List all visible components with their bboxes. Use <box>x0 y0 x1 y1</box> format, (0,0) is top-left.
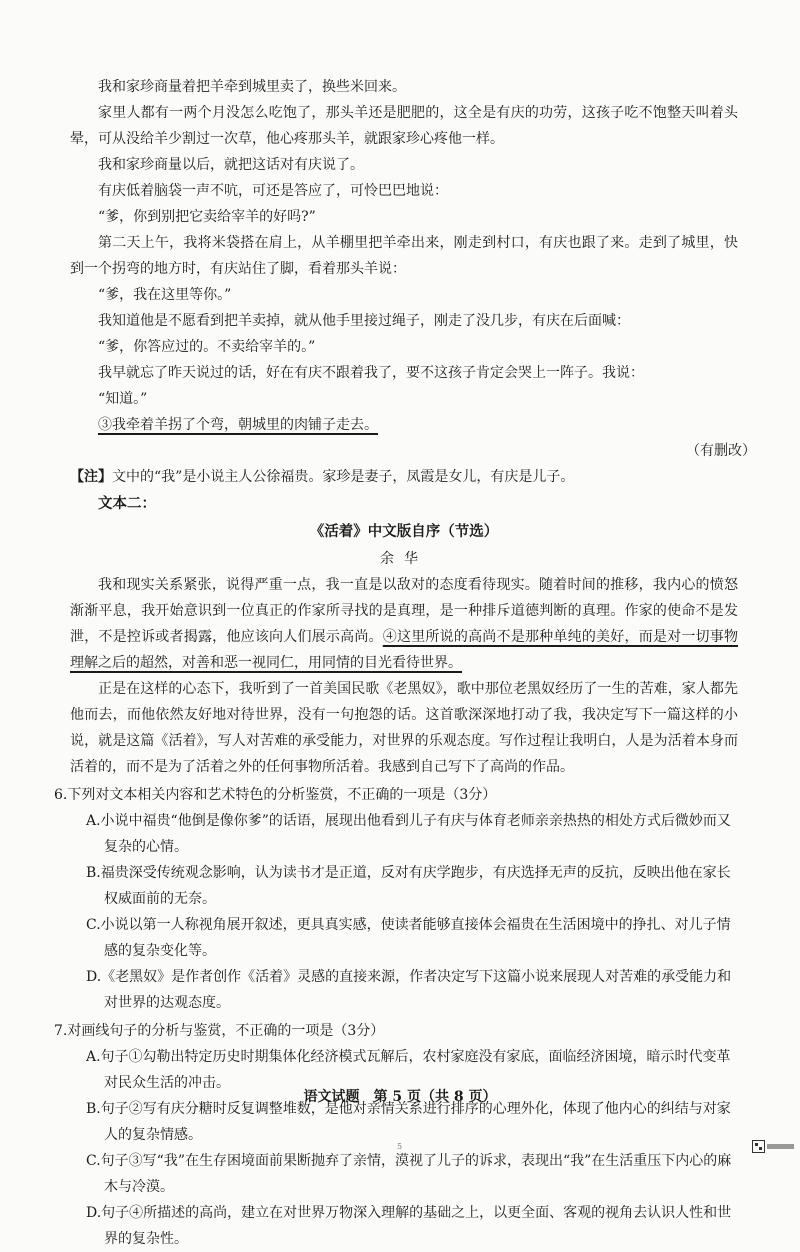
note-label: 【注】 <box>70 469 112 485</box>
dialogue-line: “爹，我在这里等你。” <box>98 287 232 303</box>
page-content <box>54 74 756 1252</box>
question-6-option-c: C.小说以第一人称视角展开叙述，更具真实感，使读者能够直接体会福贵在生活困境中的挣扎、对儿子情感的复杂变化等。 <box>86 917 731 959</box>
question-7-option-d: D.句子④所描述的高尚，建立在对世界万物深入理解的基础之上，以更全面、客观的视角去认识人性和世界的复杂性。 <box>86 1205 732 1247</box>
source-note: （有删改） <box>686 443 756 459</box>
question-7-option-b: B.句子②写有庆分糖时反复调整堆数，是他对亲情关系进行排序的心理外化，体现了他内心的纠结与对家人的复杂情感。 <box>86 1101 731 1143</box>
underlined-sentence-3 <box>70 412 738 438</box>
underlined-text: ③我牵着羊拐了个弯，朝城里的肉铺子走去。 <box>98 417 378 433</box>
watermark-logo-icon <box>752 1140 796 1153</box>
paragraph: 家里人都有一两个月没怎么吃饱了，那头羊还是肥肥的，这全是有庆的功劳，这孩子吃不饱整天叫着头晕，可从没给羊少割过一次草，他心疼那头羊，就跟家珍心疼他一样。 <box>70 105 738 147</box>
paragraph: 第二天上午，我将米袋搭在肩上，从羊棚里把羊牵出来，刚走到村口，有庆也跟了来。走到了城里，快到一个拐弯的地方时，有庆站住了脚，看着那头羊说： <box>70 235 738 277</box>
question-7-option-a: A.句子①勾勒出特定历史时期集体化经济模式瓦解后，农村家庭没有家底，面临经济困境，暗示时代变革对民众生活的冲击。 <box>86 1049 731 1091</box>
question-7-option-c: C.句子③写“我”在生存困境面前果断抛弃了亲情，漠视了儿子的诉求，表现出“我”在生活重压下内心的麻木与冷漠。 <box>86 1153 732 1195</box>
essay-title: 《活着》中文版自序（节选） <box>309 523 499 540</box>
note-text: 文中的“我”是小说主人公徐福贵。家珍是妻子，凤霞是女儿，有庆是儿子。 <box>112 469 575 485</box>
question-7-stem: 7.对画线句子的分析与鉴赏，不正确的一项是（3分） <box>54 1023 385 1039</box>
text2-label: 文本二： <box>98 495 156 512</box>
paragraph: 我和家珍商量着把羊牵到城里卖了，换些米回来。 <box>98 79 406 95</box>
paragraph: 我知道他是不愿看到把羊卖掉，就从他手里接过绳子，刚走了没几步，有庆在后面喊： <box>98 313 630 329</box>
paragraph: 有庆低着脑袋一声不吭，可还是答应了，可怜巴巴地说： <box>98 183 448 199</box>
question-6-option-a: A.小说中福贵“他倒是像你爹”的话语，展现出他看到儿子有庆与体育老师亲亲热热的相处方式后微妙而又复杂的心情。 <box>86 813 731 855</box>
underlined-sentence-4: ④这里所说的高尚不是那种单纯的美好，而是对一切事物理解之后的超然，对善和恶一视同仁，用同情的目光看待世界。 <box>70 629 738 671</box>
dialogue-line: “爹，你到别把它卖给宰羊的好吗?” <box>98 209 316 225</box>
paragraph: 我早就忘了昨天说过的话，好在有庆不跟着我了，要不这孩子肯定会哭上一阵子。我说： <box>98 365 644 381</box>
page-number-mark: 5 <box>397 1142 403 1151</box>
essay-para-text: 我和现实关系紧张，说得严重一点，我一直是以敌对的态度看待现实。随着时间的推移，我内心的愤怒渐渐平息，我开始意识到一位真正的作家所寻找的是真理，是一种排斥道德判断的真理。作家的使命不是发泄，不是控诉或者揭露，他应该向人们展示高尚。 <box>70 577 738 645</box>
annotation <box>70 464 738 490</box>
paragraph: 正是在这样的心态下，我听到了一首美国民歌《老黑奴》，歌中那位老黑奴经历了一生的苦难，家人都先他而去，而他依然友好地对待世界，没有一句抱怨的话。这首歌深深地打动了我，我决定写下一篇这样的小说，就是这篇《活着》，写人对苦难的承受能力，对世界的乐观态度。写作过程让我明白，人是为活着本身而活着的，而不是为了活着之外的任何事物所活着。我感到自己写下了高尚的作品。 <box>70 681 738 775</box>
question-6-option-d: D.《老黑奴》是作者创作《活着》灵感的直接来源，作者决定写下这篇小说来展现人对苦难的承受能力和对世界的达观态度。 <box>86 969 732 1011</box>
dialogue-line: “爹，你答应过的。不卖给宰羊的。” <box>98 339 316 355</box>
question-6-option-b: B.福贵深受传统观念影响，认为读书才是正道，反对有庆学跑步，有庆选择无声的反抗，反映出他在家长权威面前的无奈。 <box>86 865 731 907</box>
essay-author: 余华 <box>380 551 428 567</box>
dialogue-line: “知道。” <box>98 391 148 407</box>
paragraph: 我和家珍商量以后，就把这话对有庆说了。 <box>98 157 364 173</box>
question-6-stem: 6.下列对文本相关内容和艺术特色的分析鉴赏，不正确的一项是（3分） <box>54 787 497 803</box>
paragraph <box>70 572 738 676</box>
page-footer: 语文试题 第 5 页（共 8 页） <box>303 1089 497 1105</box>
